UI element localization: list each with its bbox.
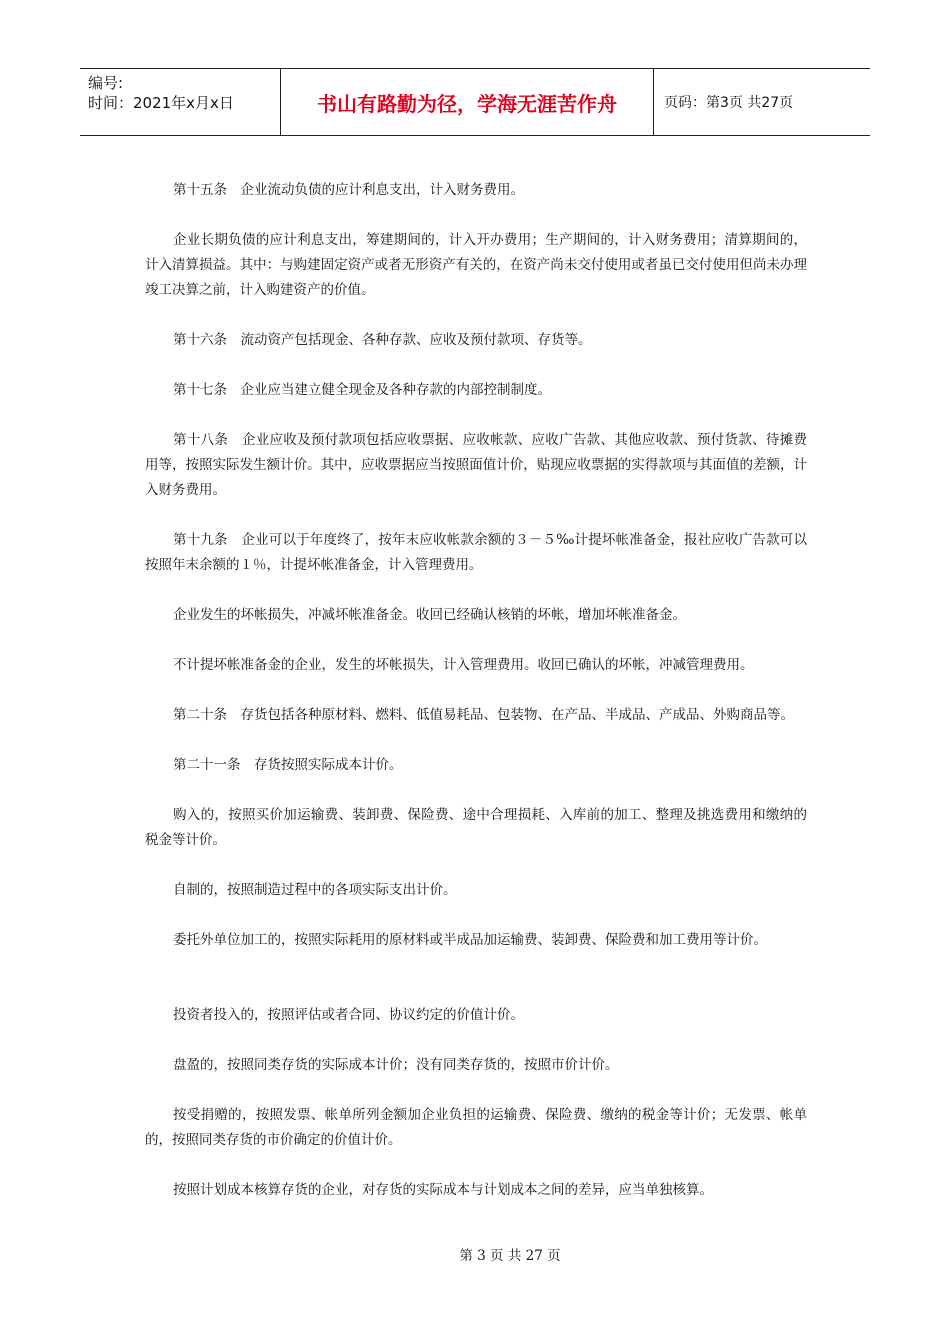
paragraph: 第十九条 企业可以于年度终了，按年末应收帐款余额的３－５‰计提坏帐准备金，报社应收广告款可以按照年末余额的１％，计提坏帐准备金，计入管理费用。 [145, 532, 807, 573]
paragraph: 第十六条 流动资产包括现金、各种存款、应收及预付款项、存货等。 [173, 332, 592, 348]
paragraph: 盘盈的，按照同类存货的实际成本计价；没有同类存货的，按照市价计价。 [173, 1057, 619, 1073]
paragraph: 企业长期负债的应计利息支出，筹建期间的，计入开办费用；生产期间的，计入财务费用；清算期间的，计入清算损益。其中：与购建固定资产或者无形资产有关的，在资产尚未交付使用或者虽已交付使用但尚未办理竣工决算之前，计入购建资产的价值。 [145, 232, 807, 298]
paragraph: 第二十条 存货包括各种原材料、燃料、低值易耗品、包装物、在产品、半成品、产成品、外购商品等。 [173, 707, 794, 723]
date-label: 时间：2021年x月x日 [88, 94, 234, 112]
page-footer: 第 3 页 共 27 页 [459, 1248, 561, 1264]
document-body [145, 178, 807, 1228]
header-page-info: 页码：第3页 共27页 [664, 95, 794, 111]
page-header [80, 68, 870, 136]
paragraph: 投资者投入的，按照评估或者合同、协议约定的价值计价。 [173, 1007, 524, 1023]
paragraph: 企业发生的坏帐损失，冲减坏帐准备金。收回已经确认核销的坏帐，增加坏帐准备金。 [173, 607, 686, 623]
paragraph: 自制的，按照制造过程中的各项实际支出计价。 [173, 882, 457, 898]
paragraph: 第十八条 企业应收及预付款项包括应收票据、应收帐款、应收广告款、其他应收款、预付货款、待摊费用等，按照实际发生额计价。其中，应收票据应当按照面值计价，贴现应收票据的实得款项与其面值的差额，计入财务费用。 [145, 432, 807, 498]
paragraph: 委托外单位加工的，按照实际耗用的原材料或半成品加运输费、装卸费、保险费和加工费用等计价。 [173, 932, 767, 948]
paragraph: 第十五条 企业流动负债的应计利息支出，计入财务费用。 [173, 182, 524, 198]
header-meta [80, 69, 281, 135]
header-motto: 书山有路勤为径，学海无涯苦作舟 [281, 69, 654, 135]
paragraph: 不计提坏帐准备金的企业，发生的坏帐损失，计入管理费用。收回已确认的坏帐，冲减管理费用。 [173, 657, 754, 673]
paragraph: 第二十一条 存货按照实际成本计价。 [173, 757, 403, 773]
paragraph: 按照计划成本核算存货的企业，对存货的实际成本与计划成本之间的差异，应当单独核算。 [173, 1182, 713, 1198]
paragraph: 第十七条 企业应当建立健全现金及各种存款的内部控制制度。 [173, 382, 551, 398]
number-label: 编号: [88, 74, 124, 92]
paragraph: 按受捐赠的，按照发票、帐单所列金额加企业负担的运输费、保险费、缴纳的税金等计价；无发票、帐单的，按照同类存货的市价确定的价值计价。 [145, 1107, 807, 1148]
paragraph: 购入的，按照买价加运输费、装卸费、保险费、途中合理损耗、入库前的加工、整理及挑选费用和缴纳的税金等计价。 [145, 807, 807, 848]
